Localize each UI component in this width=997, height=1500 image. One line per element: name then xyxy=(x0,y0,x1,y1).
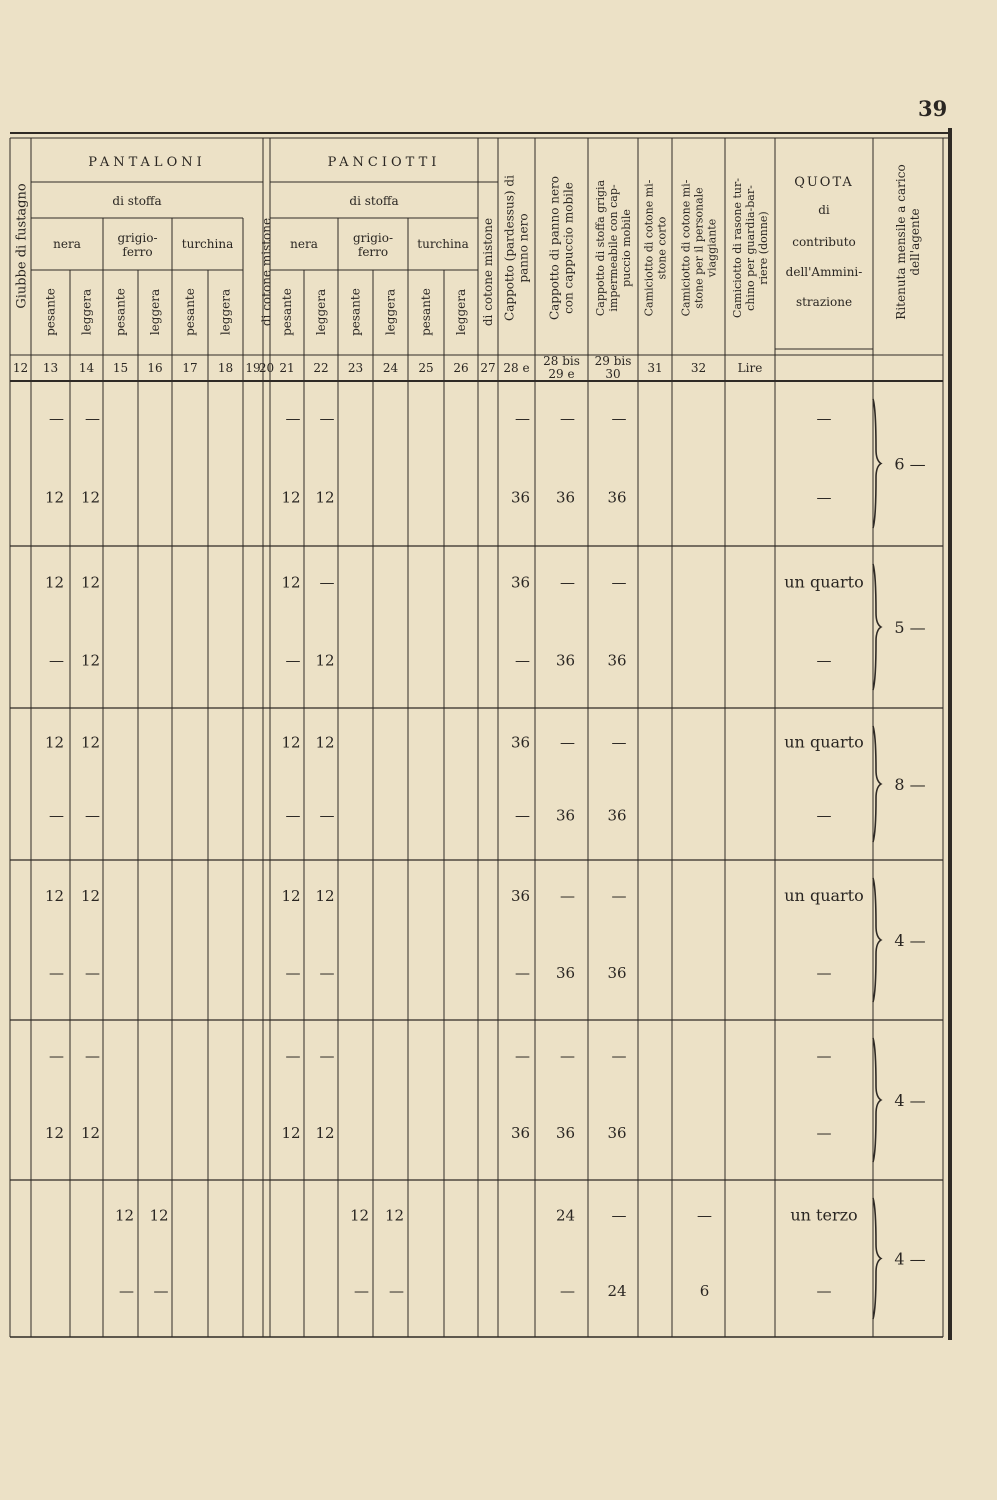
quota-value: — xyxy=(816,1124,832,1142)
header-camiciotto-viaggiante: stone per il personale xyxy=(692,187,706,309)
cell-value: 12 xyxy=(80,573,101,592)
cell-value: 36 xyxy=(555,1124,576,1142)
cell-value: — xyxy=(285,409,301,428)
cell-value: — xyxy=(85,806,100,825)
cell-value: — xyxy=(515,409,530,428)
ritenuta-value: 6 — xyxy=(894,454,926,474)
cell-value: — xyxy=(515,806,530,825)
header-cappotto-pardessus: Cappotto (pardessus) di xyxy=(502,175,517,321)
cell-value: — xyxy=(560,1281,575,1300)
header-cappotto-cappuccio: con cappuccio mobile xyxy=(561,182,576,314)
cell-value: 36 xyxy=(555,806,576,825)
header-cappotto-pardessus: panno nero xyxy=(516,213,531,283)
cell-value: — xyxy=(49,964,64,982)
cell-value: 12 xyxy=(149,1206,169,1225)
cell-value: — xyxy=(560,887,575,906)
cell-value: 12 xyxy=(315,733,335,752)
cell-value: — xyxy=(319,964,335,982)
header-pesante: pesante xyxy=(183,288,198,336)
column-number: 14 xyxy=(78,361,95,375)
header-pesante: pesante xyxy=(113,288,128,336)
header-quota: contributo xyxy=(792,235,856,249)
column-number: 13 xyxy=(42,361,59,375)
quota-value: un quarto xyxy=(784,886,864,906)
cell-value: — xyxy=(85,964,100,982)
header-cappotto-impermeabile: puccio mobile xyxy=(619,209,633,287)
cell-value: — xyxy=(515,651,530,670)
table-body xyxy=(45,399,926,1319)
header-pesante: pesante xyxy=(419,288,434,336)
cell-value: — xyxy=(285,651,301,670)
cell-value: — xyxy=(85,409,100,428)
group-brace xyxy=(873,878,881,1002)
column-number: 17 xyxy=(182,361,198,375)
cell-value: — xyxy=(611,887,627,906)
header-camiciotto-corto: Camiciotto di cotone mi- xyxy=(642,179,656,317)
column-number: 20 xyxy=(258,361,275,375)
header-cappotto-impermeabile: impermeabile con cap- xyxy=(606,184,620,312)
ritenuta-value: 8 — xyxy=(894,775,926,794)
cell-value: 36 xyxy=(607,964,627,982)
cell-value: 12 xyxy=(80,1124,101,1142)
cell-value: 36 xyxy=(510,488,531,507)
cell-value: 12 xyxy=(281,488,301,507)
cell-value: — xyxy=(515,1047,530,1066)
cell-value: — xyxy=(611,1206,627,1225)
cell-value: — xyxy=(354,1281,369,1300)
header-cappotto-cappuccio: Cappotto di panno nero xyxy=(547,175,562,321)
column-number: 27 xyxy=(480,361,496,375)
cell-value: 36 xyxy=(510,733,531,752)
header-leggera: leggera xyxy=(314,288,329,336)
group-brace xyxy=(873,399,881,528)
header-quota: strazione xyxy=(795,295,853,309)
cell-value: 36 xyxy=(607,1124,627,1142)
quota-value: — xyxy=(816,409,832,428)
cell-value: 24 xyxy=(607,1281,627,1300)
quota-value: — xyxy=(816,806,832,825)
header-giubbe-fustagno: Giubbe di fustagno xyxy=(14,183,30,309)
cell-value: 24 xyxy=(555,1206,576,1225)
cell-value: — xyxy=(319,573,335,592)
cell-value: — xyxy=(85,1047,100,1066)
cell-value: 36 xyxy=(607,488,627,507)
column-number: 29 e xyxy=(548,367,575,381)
cell-value: 12 xyxy=(384,1206,405,1225)
cell-value: — xyxy=(560,409,575,428)
header-leggera: leggera xyxy=(454,288,469,336)
column-number: 29 bis xyxy=(594,354,632,368)
cell-value: — xyxy=(560,573,575,592)
header-leggera: leggera xyxy=(148,288,163,336)
header-cotone-mistone: di cotone mistone xyxy=(259,217,274,327)
cell-value: 36 xyxy=(607,651,627,670)
cell-value: — xyxy=(49,409,64,428)
cell-value: 36 xyxy=(555,651,576,670)
quota-value: un quarto xyxy=(784,732,864,752)
column-number: 19 xyxy=(245,361,261,375)
quota-value: — xyxy=(816,1047,832,1066)
group-brace xyxy=(873,1198,881,1319)
header-grigioferro: ferro xyxy=(357,245,389,259)
header-cappotto-impermeabile: Cappotto di stoffa grigia xyxy=(593,179,607,317)
ritenuta-value: 4 — xyxy=(894,1091,926,1110)
cell-value: — xyxy=(697,1206,712,1225)
cell-value: — xyxy=(611,573,627,592)
cell-value: — xyxy=(285,1047,301,1066)
header-di-stoffa: di stoffa xyxy=(349,194,399,208)
cell-value: — xyxy=(285,964,301,982)
cell-value: 12 xyxy=(281,573,301,592)
cell-value: 12 xyxy=(281,1124,301,1142)
header-camiciotto-corto: stone corto xyxy=(655,216,669,280)
header-quota: di xyxy=(818,203,830,217)
column-number: 21 xyxy=(279,361,295,375)
cell-value: 36 xyxy=(510,573,531,592)
ritenuta-value: 4 — xyxy=(894,931,926,950)
header-camiciotto-viaggiante: viaggiante xyxy=(705,218,719,278)
header-di-stoffa: di stoffa xyxy=(112,194,162,208)
cell-value: 12 xyxy=(114,1206,135,1225)
header-quota: dell'Ammini- xyxy=(785,265,863,279)
cell-value: 6 xyxy=(699,1281,710,1300)
cell-value: — xyxy=(611,409,627,428)
group-brace xyxy=(873,564,881,690)
group-brace xyxy=(873,1038,881,1162)
page-number: 39 xyxy=(918,96,948,121)
quota-value: — xyxy=(816,488,832,507)
header-cotone-mistone: di cotone mistone xyxy=(481,217,496,327)
header-grigioferro: grigio- xyxy=(117,231,158,245)
cell-value: 12 xyxy=(349,1206,370,1225)
column-number: 12 xyxy=(12,361,29,375)
cell-value: — xyxy=(319,806,335,825)
column-number: 30 xyxy=(605,367,621,381)
header-quota: QUOTA xyxy=(794,175,854,190)
column-number: 31 xyxy=(647,361,663,375)
cell-value: 12 xyxy=(281,733,301,752)
cell-value: 12 xyxy=(44,573,65,592)
cell-value: 12 xyxy=(80,651,101,670)
header-grigioferro: ferro xyxy=(122,245,153,259)
header-turchina: turchina xyxy=(181,237,234,251)
cell-value: 12 xyxy=(80,887,101,906)
header-camiciotto-rasone: Camiciotto di rasone tur- xyxy=(730,178,744,318)
header-camiciotto-rasone: riere (donne) xyxy=(756,211,770,285)
cell-value: 12 xyxy=(80,733,101,752)
header-panciotti: PANCIOTTI xyxy=(327,155,441,170)
cell-value: — xyxy=(611,733,627,752)
column-number: 25 xyxy=(418,361,434,375)
cell-value: 12 xyxy=(44,1124,65,1142)
column-number: 22 xyxy=(313,361,329,375)
header-nera: nera xyxy=(53,237,81,251)
cell-value: — xyxy=(389,1281,404,1300)
header-ritenuta: Ritenuta mensile a carico xyxy=(894,164,909,320)
column-number: 28 bis xyxy=(543,354,580,368)
header-camiciotto-viaggiante: Camiciotto di cotone mi- xyxy=(679,179,693,317)
cell-value: 12 xyxy=(44,887,65,906)
cell-value: — xyxy=(319,1047,335,1066)
cell-value: 12 xyxy=(44,733,65,752)
header-grigioferro: grigio- xyxy=(352,231,394,245)
column-number: 32 xyxy=(690,361,707,375)
cell-value: 12 xyxy=(315,887,335,906)
cell-value: 12 xyxy=(281,887,301,906)
cell-value: 36 xyxy=(555,964,576,982)
cell-value: 36 xyxy=(607,806,627,825)
header-pantaloni: PANTALONI xyxy=(88,155,206,170)
column-number: 24 xyxy=(382,361,399,375)
cell-value: 36 xyxy=(510,1124,531,1142)
cell-value: — xyxy=(515,964,530,982)
quota-value: — xyxy=(816,651,832,670)
column-number: Lire xyxy=(737,361,763,375)
cell-value: — xyxy=(285,806,301,825)
header-leggera: leggera xyxy=(79,288,94,336)
column-number: 26 xyxy=(453,361,469,375)
column-number: 18 xyxy=(217,361,234,375)
ritenuta-value: 4 — xyxy=(894,1249,926,1269)
cell-value: 12 xyxy=(315,651,335,670)
column-number: 16 xyxy=(147,361,163,375)
header-pesante: pesante xyxy=(280,288,295,336)
quota-value: un quarto xyxy=(784,572,864,592)
header-leggera: leggera xyxy=(383,288,398,336)
cell-value: — xyxy=(119,1281,134,1300)
column-number: 23 xyxy=(347,361,364,375)
header-pesante: pesante xyxy=(43,288,58,336)
cell-value: 12 xyxy=(315,488,335,507)
table-header xyxy=(13,155,922,381)
cell-value: — xyxy=(611,1047,627,1066)
quota-value: un terzo xyxy=(790,1205,858,1225)
cell-value: 12 xyxy=(44,488,65,507)
cell-value: — xyxy=(560,733,575,752)
ritenuta-value: 5 — xyxy=(894,618,926,637)
cell-value: — xyxy=(49,1047,64,1066)
header-turchina: turchina xyxy=(417,237,469,251)
quota-value: — xyxy=(816,1281,832,1300)
cell-value: — xyxy=(49,806,64,825)
cell-value: 36 xyxy=(555,488,576,507)
cell-value: — xyxy=(560,1047,575,1066)
header-leggera: leggera xyxy=(218,288,233,336)
header-ritenuta: dell'agente xyxy=(908,208,923,276)
cell-value: 36 xyxy=(510,887,531,906)
column-number: 15 xyxy=(112,361,129,375)
cell-value: 12 xyxy=(80,488,101,507)
header-camiciotto-rasone: chino per guardia-bar- xyxy=(743,185,757,311)
group-brace xyxy=(873,726,881,842)
cell-value: — xyxy=(49,651,64,670)
cell-value: 12 xyxy=(315,1124,335,1142)
header-pesante: pesante xyxy=(348,288,363,336)
column-number: 28 e xyxy=(503,361,530,375)
header-nera: nera xyxy=(290,237,318,251)
quota-value: — xyxy=(816,964,832,982)
cell-value: — xyxy=(319,409,335,428)
cell-value: — xyxy=(153,1281,169,1300)
